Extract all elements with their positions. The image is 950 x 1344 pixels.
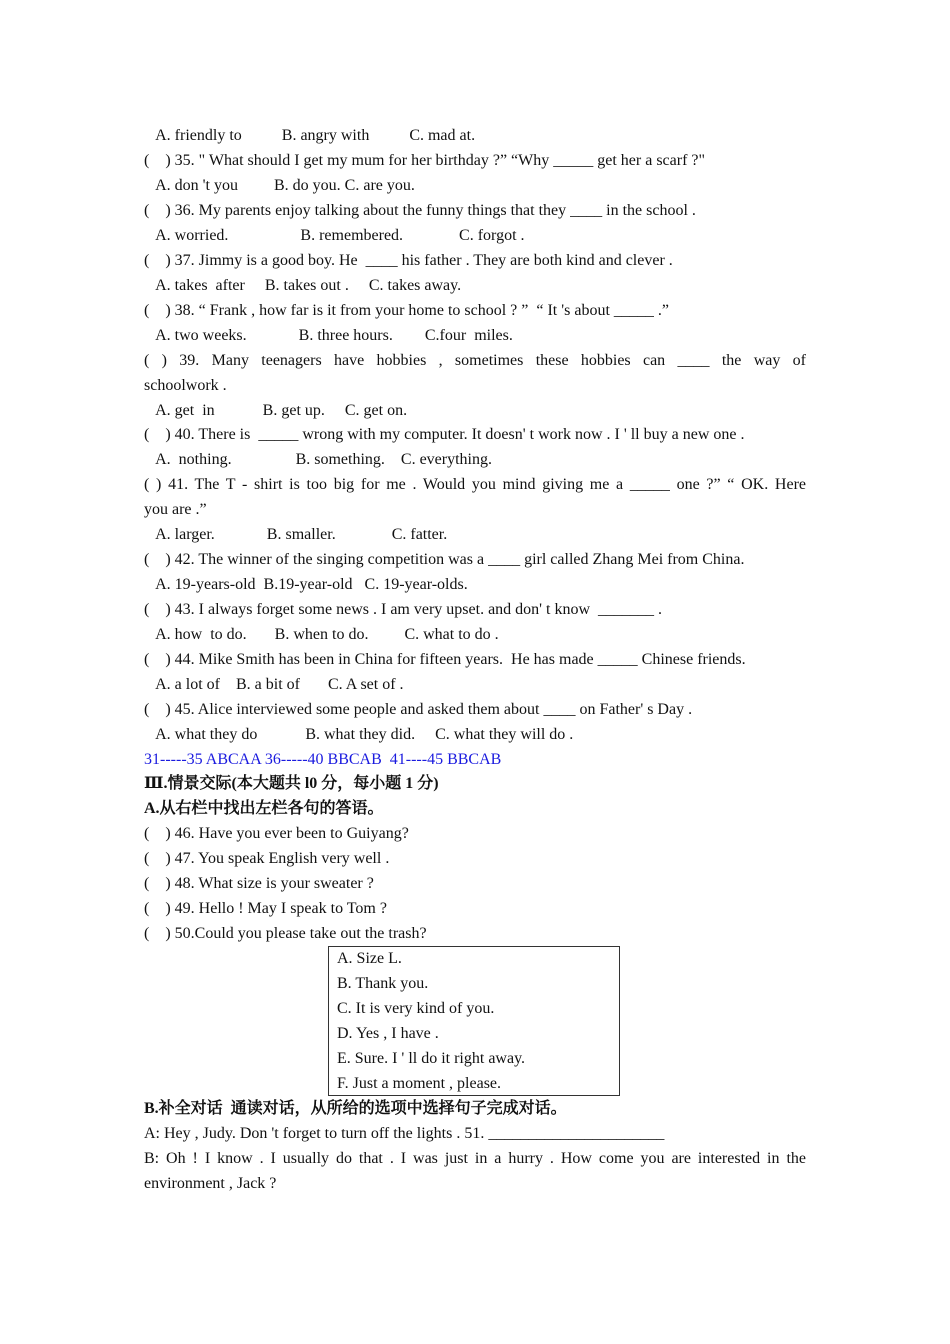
q41-stem-cont: you are .” <box>144 501 207 518</box>
q44-stem: ( ) 44. Mike Smith has been in China for fifteen years. He has made _____ Chinese friends. <box>144 651 746 668</box>
q37-options: A. takes after B. takes out . C. takes away. <box>144 277 462 294</box>
dialogue-line-2-cont: environment , Jack ? <box>144 1175 277 1192</box>
q39-stem: ( ) 39. Many teenagers have hobbies , sometimes these hobbies can ____ the way of <box>144 352 806 369</box>
q50: ( ) 50.Could you please take out the trash? <box>144 925 427 942</box>
q41-options: A. larger. B. smaller. C. fatter. <box>144 526 448 543</box>
q43-options: A. how to do. B. when to do. C. what to do . <box>144 626 499 643</box>
q37-stem: ( ) 37. Jimmy is a good boy. He ____ his father . They are both kind and clever . <box>144 252 673 269</box>
option-d: D. Yes , I have . <box>337 1025 439 1042</box>
option-a: A. Size L. <box>337 950 402 967</box>
q48: ( ) 48. What size is your sweater ? <box>144 875 374 892</box>
q34-options: A. friendly to B. angry with C. mad at. <box>144 127 476 144</box>
q46: ( ) 46. Have you ever been to Guiyang? <box>144 825 409 842</box>
q40-options: A. nothing. B. something. C. everything. <box>144 451 492 468</box>
q38-options: A. two weeks. B. three hours. C.four miles. <box>144 327 513 344</box>
q41-stem: ( ) 41. The T - shirt is too big for me . Would you mind giving me a _____ one ?” “ OK. Here <box>144 476 806 493</box>
option-c: C. It is very kind of you. <box>337 1000 495 1017</box>
q38-stem: ( ) 38. “ Frank , how far is it from your home to school ? ” “ It 's about _____ .” <box>144 302 669 319</box>
dialogue-line-2: B: Oh ! I know . I usually do that . I was just in a hurry . How come you are interested in the <box>144 1150 806 1167</box>
q42-stem: ( ) 42. The winner of the singing competition was a ____ girl called Zhang Mei from China. <box>144 551 745 568</box>
q39-options: A. get in B. get up. C. get on. <box>144 402 408 419</box>
q42-options: A. 19-years-old B.19-year-old C. 19-year-olds. <box>144 576 468 593</box>
section-heading: Ⅲ.情景交际(本大题共 l0 分，每小题 1 分) <box>144 775 439 792</box>
q45-options: A. what they do B. what they did. C. what they will do . <box>144 726 574 743</box>
q43-stem: ( ) 43. I always forget some news . I am very upset. and don' t know _______ . <box>144 601 663 618</box>
q49: ( ) 49. Hello ! May I speak to Tom ? <box>144 900 387 917</box>
dialogue-line-1: A: Hey , Judy. Don 't forget to turn off the lights . 51. ______________________ <box>144 1125 665 1142</box>
q39-stem-cont: schoolwork . <box>144 377 227 394</box>
option-f: F. Just a moment , please. <box>337 1075 502 1092</box>
answer-key: 31-----35 ABCAA 36-----40 BBCAB 41----45 BBCAB <box>144 751 502 768</box>
q36-options: A. worried. B. remembered. C. forgot . <box>144 227 525 244</box>
answer-options-box <box>328 946 620 1096</box>
part-b-heading: B.补全对话 通读对话，从所给的选项中选择句子完成对话。 <box>144 1100 567 1117</box>
q44-options: A. a lot of B. a bit of C. A set of . <box>144 676 404 693</box>
option-e: E. Sure. I ' ll do it right away. <box>337 1050 526 1067</box>
q36-stem: ( ) 36. My parents enjoy talking about the funny things that they ____ in the school . <box>144 202 696 219</box>
option-b: B. Thank you. <box>337 975 429 992</box>
q35-stem: ( ) 35. " What should I get my mum for her birthday ?” “Why _____ get her a scarf ?" <box>144 152 706 169</box>
q40-stem: ( ) 40. There is _____ wrong with my computer. It doesn' t work now . I ' ll buy a new one . <box>144 426 745 443</box>
q35-options: A. don 't you B. do you. C. are you. <box>144 177 415 194</box>
q47: ( ) 47. You speak English very well . <box>144 850 390 867</box>
part-a-heading: A.从右栏中找出左栏各句的答语。 <box>144 800 384 817</box>
q45-stem: ( ) 45. Alice interviewed some people and asked them about ____ on Father' s Day . <box>144 701 693 718</box>
